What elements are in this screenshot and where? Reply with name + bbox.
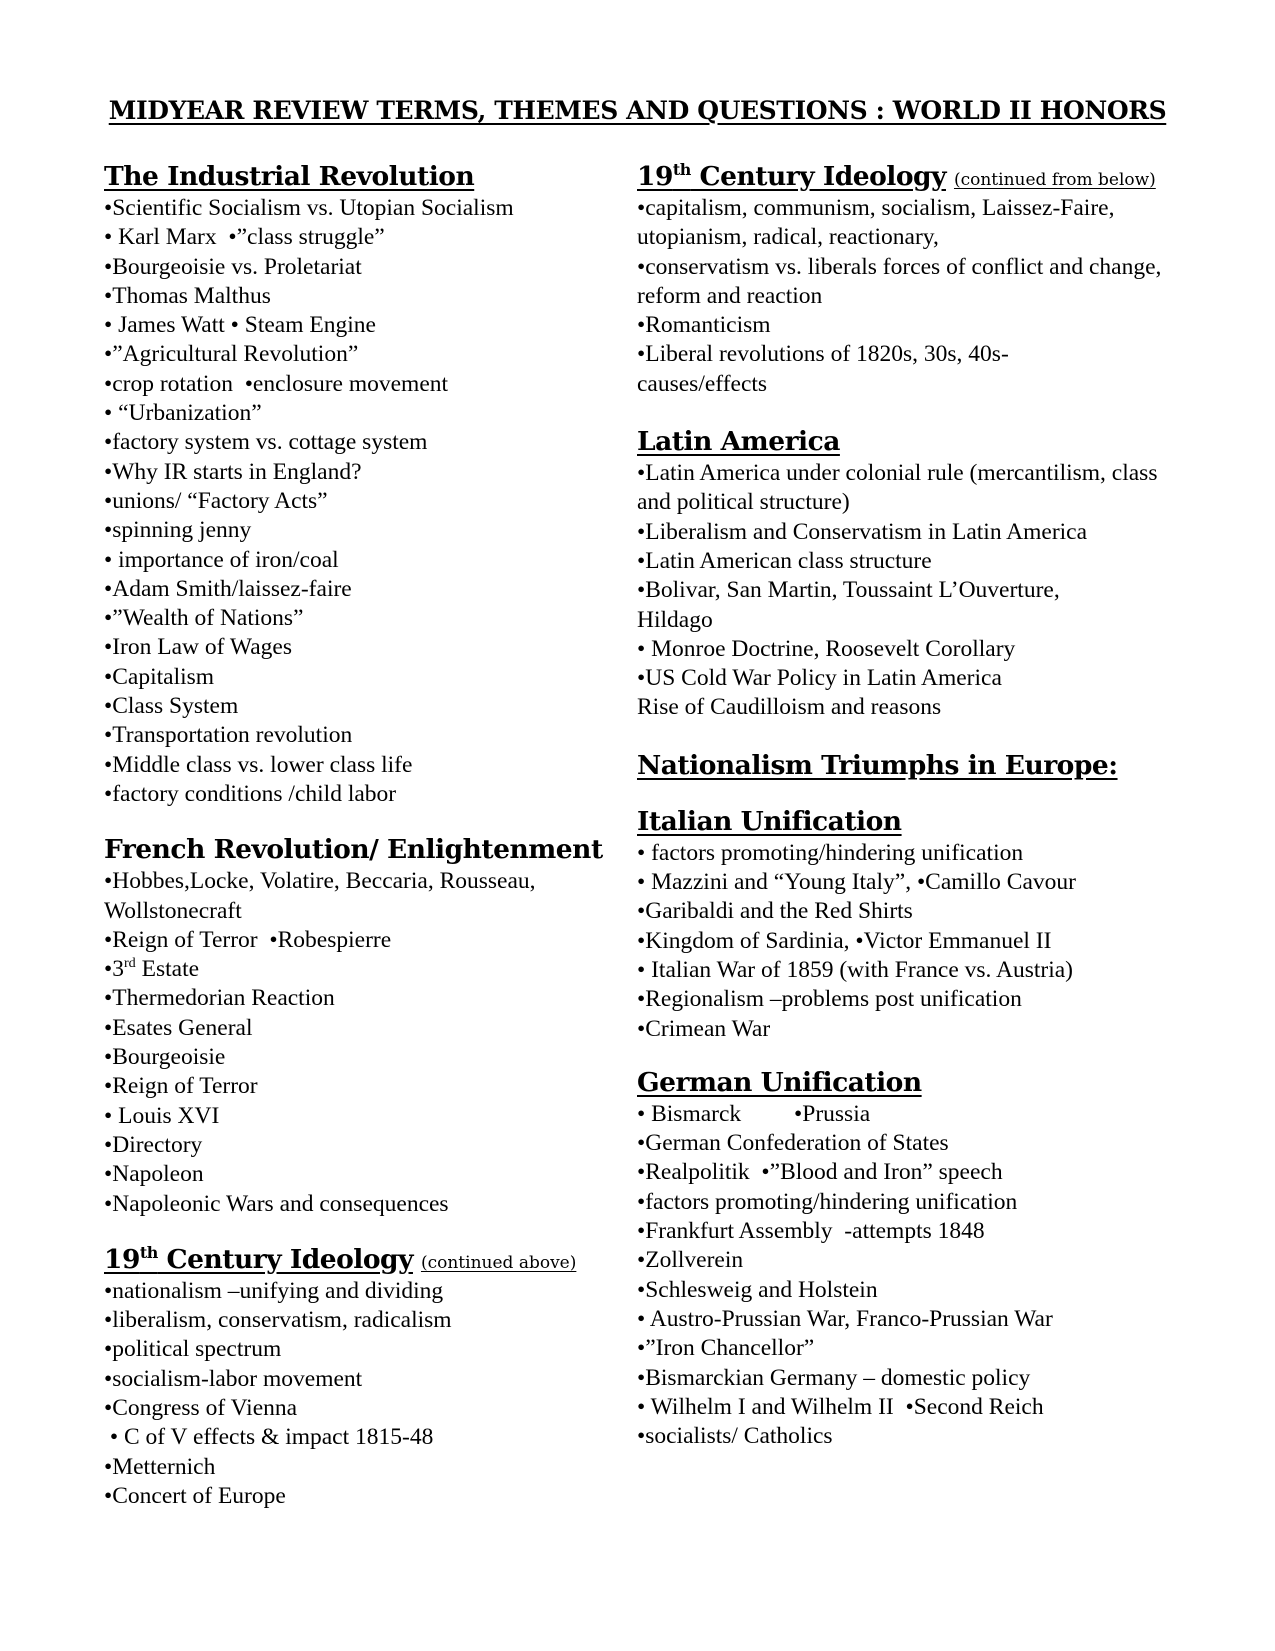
list-item: • factors promoting/hindering unification xyxy=(637,839,1024,866)
term-list xyxy=(637,1100,1197,1452)
list-item: • Karl Marx •”class struggle” xyxy=(104,224,385,251)
list-item: •Latin American class structure xyxy=(637,547,932,574)
ideology-section-left xyxy=(104,1243,604,1511)
german-unification-section xyxy=(637,1066,1197,1452)
list-item: •Esates General xyxy=(104,1014,253,1041)
list-item: •Reign of Terror xyxy=(104,1073,258,1100)
list-item: •Iron Law of Wages xyxy=(104,634,292,661)
list-item: • Wilhelm I and Wilhelm II •Second Reich xyxy=(637,1393,1044,1420)
list-item: • Louis XVI xyxy=(104,1102,220,1129)
list-item: • Monroe Doctrine, Roosevelt Corollary xyxy=(637,635,1016,662)
list-item: •Directory xyxy=(104,1131,203,1158)
list-item: •”Wealth of Nations” xyxy=(104,605,304,632)
list-item: • Italian War of 1859 (with France vs. Austria) xyxy=(637,956,1073,983)
list-item: •Thermedorian Reaction xyxy=(104,985,335,1012)
term-list xyxy=(637,839,1197,1044)
list-item: •3rd Estate xyxy=(104,955,200,983)
list-item: • Bismarck •Prussia xyxy=(637,1100,871,1127)
italian-unification-section xyxy=(637,805,1197,1044)
list-item: •Schlesweig and Holstein xyxy=(637,1276,878,1303)
section-heading: French Revolution/ Enlightenment xyxy=(104,834,603,866)
industrial-revolution-section xyxy=(104,160,604,809)
section-heading: 19th Century Ideology (continued above) xyxy=(104,1242,577,1275)
left-column xyxy=(104,160,604,1511)
list-item: •factory conditions /child labor xyxy=(104,780,397,807)
list-item: •Adam Smith/laissez-faire xyxy=(104,575,352,602)
list-item: •Hobbes,Locke, Volatire, Beccaria, Rousseau, Wollstonecraft xyxy=(104,868,536,924)
list-item: •Concert of Europe xyxy=(104,1482,286,1509)
list-item: • C of V effects & impact 1815-48 xyxy=(104,1424,434,1451)
section-heading: 19th Century Ideology (continued from below) xyxy=(637,160,1156,192)
list-item: •conservatism vs. liberals forces of conflict and change, reform and reaction xyxy=(637,253,1162,309)
list-item: • James Watt • Steam Engine xyxy=(104,312,376,339)
list-item: •political spectrum xyxy=(104,1336,282,1363)
list-item: •nationalism –unifying and dividing xyxy=(104,1277,444,1304)
list-item: •factors promoting/hindering unification xyxy=(637,1188,1018,1215)
list-item: • “Urbanization” xyxy=(104,400,262,427)
french-revolution-section xyxy=(104,833,604,1219)
list-item: •Transportation revolution xyxy=(104,722,353,749)
list-item: •Class System xyxy=(104,693,239,720)
list-item: •crop rotation •enclosure movement xyxy=(104,370,449,397)
list-item: •Bismarckian Germany – domestic policy xyxy=(637,1364,1031,1391)
list-item: •Garibaldi and the Red Shirts xyxy=(637,898,913,925)
list-item: •US Cold War Policy in Latin America xyxy=(637,665,1002,692)
list-item: • Austro-Prussian War, Franco-Prussian War xyxy=(637,1305,1053,1332)
list-item: •liberalism, conservatism, radicalism xyxy=(104,1307,452,1334)
list-item: Rise of Caudilloism and reasons xyxy=(637,694,942,721)
list-item: •Romanticism xyxy=(637,312,771,339)
list-item: •Bourgeoisie xyxy=(104,1044,226,1071)
section-heading: Italian Unification xyxy=(637,805,902,837)
term-list xyxy=(637,459,1197,723)
section-heading: German Unification xyxy=(637,1066,922,1098)
list-item: •”Iron Chancellor” xyxy=(637,1335,815,1362)
list-item: •Why IR starts in England? xyxy=(104,458,362,485)
continued-note: (continued above) xyxy=(420,1252,577,1273)
section-heading: Nationalism Triumphs in Europe: xyxy=(637,749,1118,781)
list-item: •socialists/ Catholics xyxy=(637,1423,833,1450)
list-item: •Frankfurt Assembly -attempts 1848 xyxy=(637,1218,985,1245)
term-list xyxy=(104,1277,604,1511)
list-item: •Zollverein xyxy=(637,1247,744,1274)
list-item: •German Confederation of States xyxy=(637,1130,949,1157)
list-item: •Metternich xyxy=(104,1453,216,1480)
list-item: •Thomas Malthus xyxy=(104,282,271,309)
list-item: •Realpolitik •”Blood and Iron” speech xyxy=(637,1159,1003,1186)
nationalism-section xyxy=(637,749,1197,783)
term-list xyxy=(104,867,604,1219)
term-list xyxy=(104,194,604,809)
list-item: • Mazzini and “Young Italy”, •Camillo Cavour xyxy=(637,869,1076,896)
list-item: •”Agricultural Revolution” xyxy=(104,341,359,368)
list-item: •Middle class vs. lower class life xyxy=(104,751,413,778)
list-item: •Crimean War xyxy=(637,1015,771,1042)
list-item: •Liberalism and Conservatism in Latin America xyxy=(637,518,1088,545)
list-item: • importance of iron/coal xyxy=(104,546,339,573)
list-item: •unions/ “Factory Acts” xyxy=(104,487,328,514)
list-item: •Reign of Terror •Robespierre xyxy=(104,926,392,953)
list-item: •Latin America under colonial rule (mercantilism, class and political structure) xyxy=(637,460,1158,516)
list-item: •Napoleonic Wars and consequences xyxy=(104,1190,449,1217)
continued-note: (continued from below) xyxy=(953,170,1156,190)
ideology-section-right xyxy=(637,160,1197,399)
list-item: •Congress of Vienna xyxy=(104,1394,298,1421)
list-item: •Scientific Socialism vs. Utopian Socialism xyxy=(104,195,514,221)
list-item: •Kingdom of Sardinia, •Victor Emmanuel II xyxy=(637,927,1052,954)
section-heading: Latin America xyxy=(637,426,840,458)
section-heading: The Industrial Revolution xyxy=(104,161,475,192)
list-item: •capitalism, communism, socialism, Laissez-Faire, utopianism, radical, reactionary, xyxy=(637,195,1115,251)
list-item: •socialism-labor movement xyxy=(104,1365,363,1392)
list-item: •Bolivar, San Martin, Toussaint L’Ouverture, Hildago xyxy=(637,577,1060,633)
list-item: •Liberal revolutions of 1820s, 30s, 40s-causes/effects xyxy=(637,341,1009,397)
list-item: •Capitalism xyxy=(104,663,215,690)
list-item: •Bourgeoisie vs. Proletariat xyxy=(104,253,362,280)
page-title: MIDYEAR REVIEW TERMS, THEMES AND QUESTIONS : WORLD II HONORS xyxy=(108,96,1167,125)
list-item: •factory system vs. cottage system xyxy=(104,429,428,456)
term-list xyxy=(637,194,1197,399)
list-item: •Napoleon xyxy=(104,1161,204,1188)
latin-america-section xyxy=(637,425,1197,723)
right-column xyxy=(637,160,1197,1451)
list-item: •spinning jenny xyxy=(104,517,252,544)
list-item: •Regionalism –problems post unification xyxy=(637,986,1022,1013)
